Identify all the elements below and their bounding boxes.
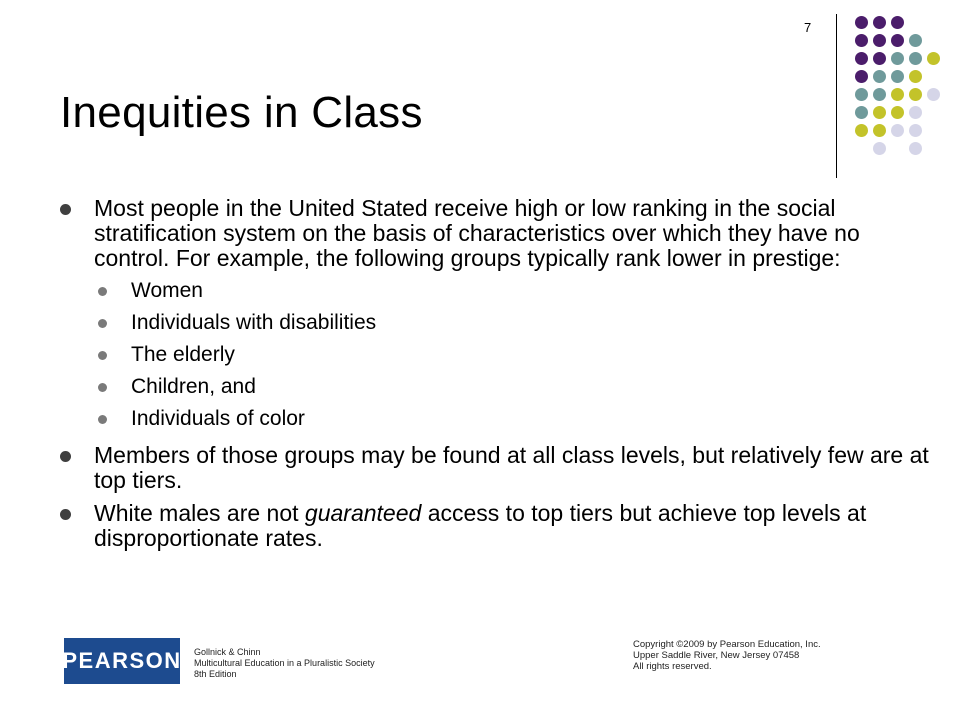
sub-bullet-item [60,407,940,431]
sub-bullet-icon [98,319,107,328]
bullet-item [60,443,940,493]
footer-copyright [633,639,821,672]
dot [909,142,922,155]
dot [891,88,904,101]
dot [873,34,886,47]
slide-title: Inequities in Class [60,88,423,137]
bullet-icon [60,204,71,215]
bullet-item [60,501,940,551]
dot [855,88,868,101]
sub-bullet-icon [98,287,107,296]
dot [873,52,886,65]
dot [855,52,868,65]
sub-bullet-item [60,375,940,399]
dot [891,34,904,47]
dot [873,106,886,119]
sub-bullet-text: The elderly [131,343,235,366]
footer-edition: 8th Edition [194,669,237,679]
footer-book-info [194,647,375,680]
footer-authors: Gollnick & Chinn [194,647,261,657]
dot [873,124,886,137]
pearson-logo: PEARSON [64,638,180,684]
sub-bullet-icon [98,383,107,392]
bullet-icon [60,509,71,520]
dot [855,34,868,47]
dot [909,70,922,83]
sub-bullet-item [60,311,940,335]
copyright-rights: All rights reserved. [633,661,712,672]
sub-bullet-text: Individuals of color [131,407,305,430]
dot [873,70,886,83]
slide-number: 7 [804,20,812,35]
sub-bullet-text: Women [131,279,203,302]
dot [873,16,886,29]
footer-book-title: Multicultural Education in a Pluralistic Society [194,658,375,668]
bullet-item [60,196,940,271]
dot [873,142,886,155]
dot [891,16,904,29]
vertical-divider [836,14,837,178]
dot [891,106,904,119]
bullet-text-start: White males are not [94,500,305,526]
bullet-text: Members of those groups may be found at all class levels, but relatively few are at top tiers. [94,442,929,493]
dot [909,52,922,65]
dot [927,88,940,101]
dot [855,106,868,119]
slide-body [60,196,940,551]
bullet-icon [60,451,71,462]
dot [909,106,922,119]
bullet-text-emphasis: guaranteed [304,500,422,526]
dot [909,88,922,101]
bullet-text-end: access to top tiers but achieve top levels at disproportionate rates. [94,500,867,551]
dot [855,70,868,83]
sub-bullet-text: Children, and [131,375,256,398]
sub-bullet-icon [98,415,107,424]
copyright-address: Upper Saddle River, New Jersey 07458 [633,650,800,661]
sub-bullet-icon [98,351,107,360]
dot [891,70,904,83]
dot [855,16,868,29]
dot [891,124,904,137]
dot [891,52,904,65]
copyright-line: Copyright ©2009 by Pearson Education, Inc. [633,639,821,650]
sub-bullet-item [60,343,940,367]
dot [873,88,886,101]
dot [909,34,922,47]
dot [927,52,940,65]
sub-bullet-item [60,279,940,303]
sub-bullet-text: Individuals with disabilities [131,311,377,334]
dot [909,124,922,137]
dot [855,124,868,137]
bullet-text: Most people in the United Stated receive high or low ranking in the social stratification system on the basis of characteristics over which they have no control. For example, the following groups typically rank lower in prestige: [94,195,860,271]
